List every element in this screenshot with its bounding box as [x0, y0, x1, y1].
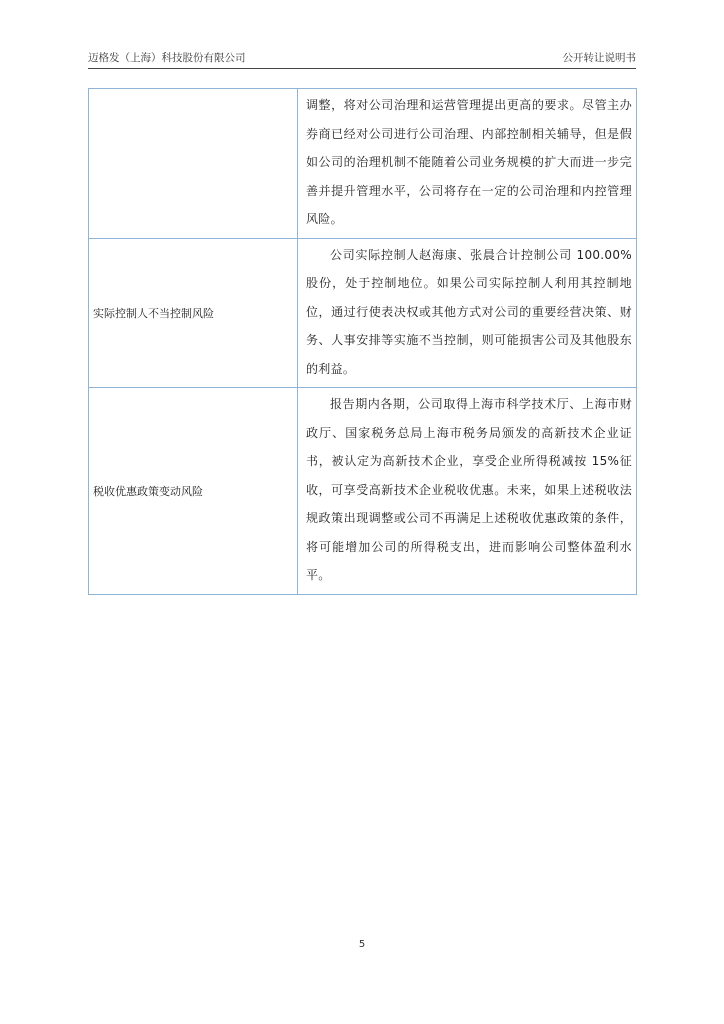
- risk-description-cell: 调整，将对公司治理和运营管理提出更高的要求。尽管主办券商已经对公司进行公司治理、内部控制相关辅导，但是假如公司的治理机制不能随着公司业务规模的扩大而进一步完善并提升管理水平，公司将存在一定的公司治理和内控管理风险。: [298, 89, 637, 239]
- risk-name-cell: 税收优惠政策变动风险: [89, 388, 298, 595]
- document-title: 公开转让说明书: [562, 52, 636, 64]
- page-header: [88, 50, 636, 66]
- risk-name-cell: 实际控制人不当控制风险: [89, 238, 298, 388]
- page-number: 5: [358, 939, 366, 950]
- risk-description-cell: 公司实际控制人赵海康、张晨合计控制公司 100.00%股份，处于控制地位。如果公司实际控制人利用其控制地位，通过行使表决权或其他方式对公司的重要经营决策、财务、人事安排等实施不当控制，则可能损害公司及其他股东的利益。: [298, 238, 637, 388]
- risk-name-cell: [89, 89, 298, 239]
- table-row: [89, 238, 637, 388]
- company-name: 迈格发（上海）科技股份有限公司: [88, 52, 246, 64]
- header-divider: [88, 68, 636, 69]
- table-row: [89, 89, 637, 239]
- risk-table: [88, 88, 637, 595]
- risk-description-cell: 报告期内各期，公司取得上海市科学技术厅、上海市财政厅、国家税务总局上海市税务局颁发的高新技术企业证书，被认定为高新技术企业，享受企业所得税减按 15%征收，可享受高新技术企业税收优惠。未来，如果上述税收法规政策出现调整或公司不再满足上述税收优惠政策的条件，将可能增加公司的所得税支出，进而影响公司整体盈利水平。: [298, 388, 637, 595]
- table-row: [89, 388, 637, 595]
